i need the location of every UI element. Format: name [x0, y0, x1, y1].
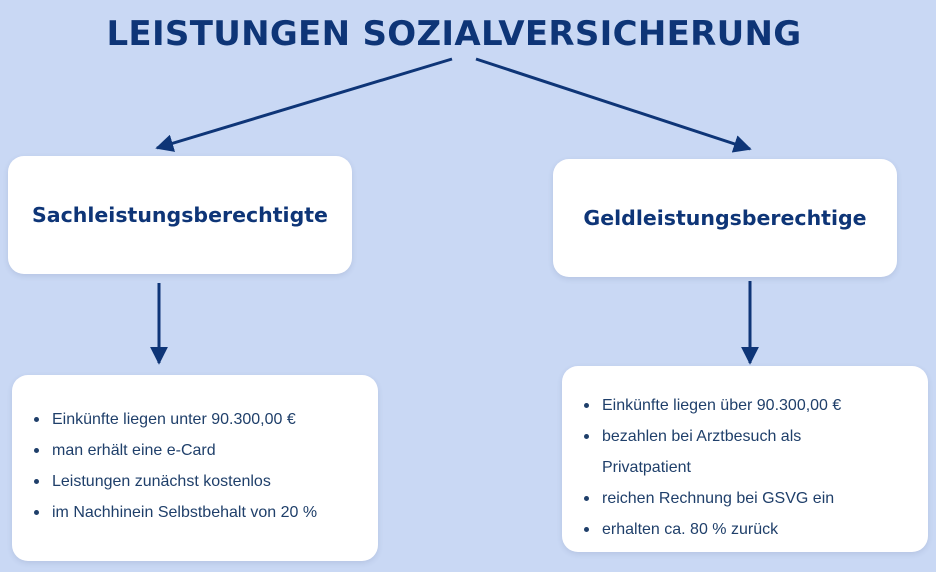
list-item: bezahlen bei Arztbesuch als: [580, 421, 920, 452]
left-heading-box: [8, 156, 352, 274]
list-item-continuation: Privatpatient: [602, 459, 691, 476]
right-heading: Geldleistungsberechtige: [583, 206, 867, 230]
list-item: Einkünfte liegen über 90.300,00 €: [580, 390, 920, 421]
right-bullet-list: [580, 390, 920, 545]
diagram-title: LEISTUNGEN SOZIALVERSICHERUNG: [106, 14, 802, 54]
list-item: reichen Rechnung bei GSVG ein: [580, 483, 920, 514]
right-heading-box: [553, 159, 897, 277]
right-details-box: [562, 366, 928, 552]
list-item: man erhält eine e-Card: [30, 435, 370, 466]
list-item: Einkünfte liegen unter 90.300,00 €: [30, 404, 370, 435]
left-heading: Sachleistungsberechtigte: [32, 203, 328, 227]
list-item: im Nachhinein Selbstbehalt von 20 %: [30, 497, 370, 528]
arrow-title-to-left: [157, 59, 452, 148]
arrow-title-to-right: [476, 59, 750, 149]
left-details-box: [12, 375, 378, 561]
list-item: erhalten ca. 80 % zurück: [580, 514, 920, 545]
left-bullet-list: [30, 404, 370, 528]
list-item: Leistungen zunächst kostenlos: [30, 466, 370, 497]
